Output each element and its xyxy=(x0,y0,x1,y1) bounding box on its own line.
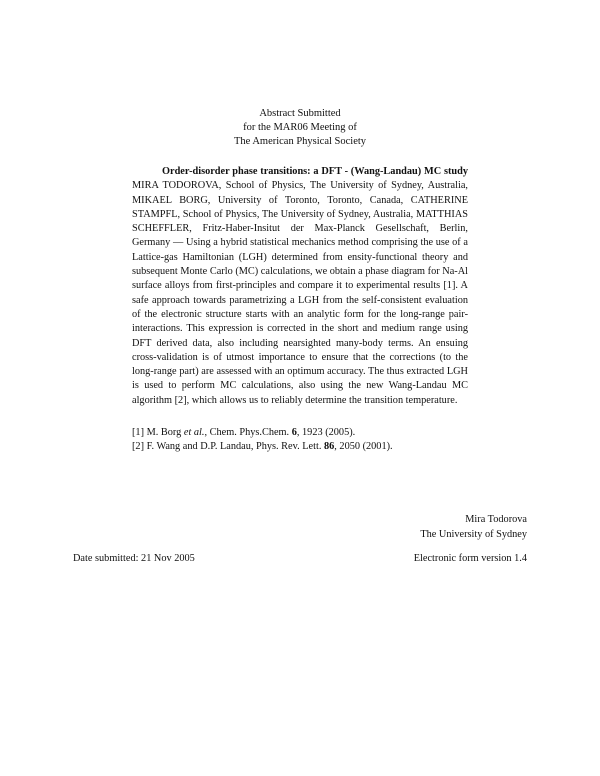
form-version: Electronic form version 1.4 xyxy=(413,553,527,564)
reference-et-al: et al. xyxy=(183,427,205,438)
submitter-affiliation: The University of Sydney xyxy=(420,528,527,540)
submitter-name: Mira Todorova xyxy=(465,514,527,525)
header-line-abstract-submitted: Abstract Submitted xyxy=(259,108,341,119)
header-line-meeting: for the MAR06 Meeting of xyxy=(243,122,357,133)
submitter-signature xyxy=(420,513,527,542)
abstract-title: Order-disorder phase transitions: a DFT - (Wang-Landau) MC study xyxy=(162,166,468,177)
abstract-authors: MIRA TODOROVA, School of Physics, The University of Sydney, Australia, MIKAEL BORG, University of Toronto, Toronto, Canada, CATHERINE STAMPFL, School of Physics, The University of Sydney, Australia, MATTHIAS SCHEFFLER, Fritz-Haber-Insitut der Max-Planck Gesellschaft, Berlin, Germany xyxy=(132,180,468,249)
references-list xyxy=(132,426,472,455)
reference-volume: 6 xyxy=(291,427,297,438)
header-line-society: The American Physical Society xyxy=(233,136,367,147)
reference-item: [2] F. Wang and D.P. Landau, Phys. Rev. Lett. 86, 2050 (2001). xyxy=(132,441,393,453)
date-submitted: Date submitted: 21 Nov 2005 xyxy=(73,553,195,564)
reference-volume: 86 xyxy=(323,441,335,453)
submission-header xyxy=(0,107,600,149)
abstract-paragraph xyxy=(132,165,468,408)
reference-item: [1] M. Borg et al., Chem. Phys.Chem. 6, 1923 (2005). xyxy=(132,427,356,438)
abstract-body: — Using a hybrid statistical mechanics method comprising the use of a Lattice-gas Hamiltonian (LGH) determined from ensity-functional theory and subsequent Monte Carlo (MC) calculations, we obtain a phase diagram for Na-Al surface alloys from first-principles and compare it to experimental results [1]. A safe approach towards parametrizing a LGH from the self-consistent evaluation of the electronic structure starts with an analytic form for the long-range pair-interactions. This expression is corrected in the short and medium range using DFT derived data, also including nearsighted many-body terms. An ensuing cross-validation is of utmost importance to ensure that the corrections (to the long-range part) are assessed with an optimum accuracy. The thus extracted LGH is used to perform MC calculations, also using the new Wang-Landau MC algorithm [2], which allows us to reliably determine the transition temperature. xyxy=(132,237,469,406)
